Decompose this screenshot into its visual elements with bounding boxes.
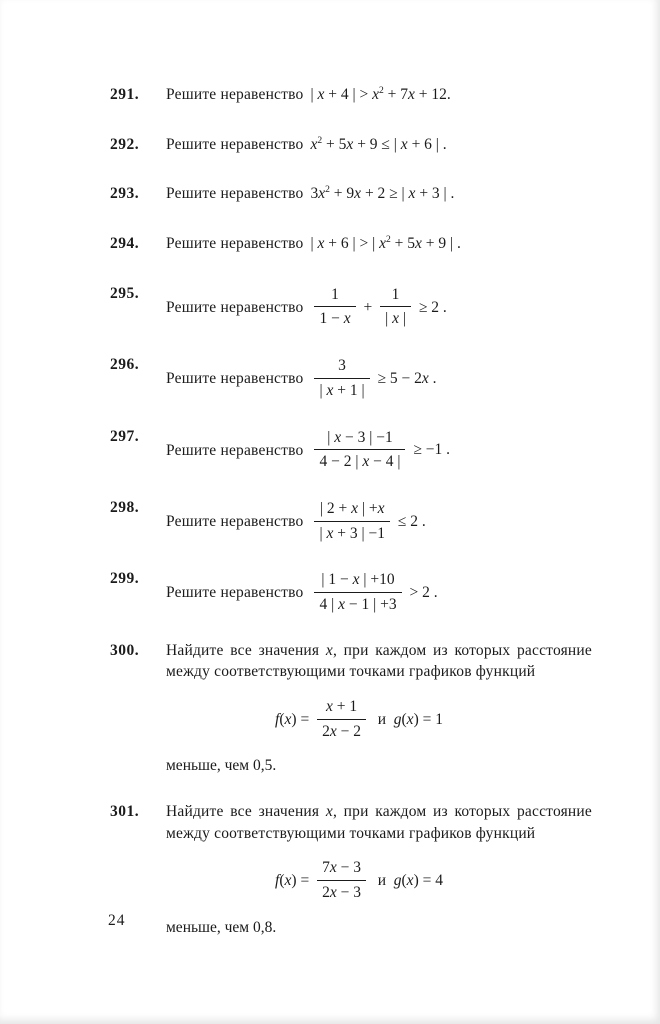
- problem-statement-line: [166, 354, 592, 404]
- fraction-numerator: 3: [314, 355, 369, 379]
- math-variable: x: [284, 872, 292, 890]
- problem-statement-line: [166, 497, 592, 547]
- problem-content: [166, 568, 592, 618]
- math-fraction: [314, 427, 405, 473]
- math-fraction: [314, 284, 355, 330]
- problems-list: [110, 84, 592, 939]
- problem-number: 294.: [110, 235, 140, 253]
- problem-296: [110, 354, 592, 404]
- fraction-denominator: | x + 1 |: [319, 381, 365, 399]
- math-superscript: 2: [325, 184, 330, 196]
- problem-297: [110, 426, 592, 476]
- math-variable: x: [372, 86, 379, 103]
- fraction-numerator: | 2 + x | +x: [314, 498, 389, 522]
- problem-number: 298.: [110, 498, 140, 516]
- problem-statement-line: [166, 283, 592, 333]
- math-superscript: 2: [378, 84, 384, 96]
- problem-formula: $\frac{| 2 + x | +x}{| x + 3 | -1}$ ≤ 2 .: [310, 513, 425, 530]
- problem-statement-line: [166, 84, 592, 106]
- fraction-numerator: | 1 − x | +10: [314, 569, 401, 593]
- math-variable: x: [329, 859, 337, 877]
- fraction-numerator: x + 1: [317, 696, 366, 720]
- math-fraction: [317, 857, 366, 903]
- problem-294: [110, 233, 592, 255]
- math-variable: x: [310, 135, 318, 153]
- problem-298: [110, 497, 592, 547]
- math-variable: g: [393, 872, 402, 890]
- math-variable: x: [408, 86, 415, 103]
- math-fraction: [380, 284, 411, 330]
- math-variable: x: [317, 86, 325, 103]
- problem-text: Решите неравенство: [166, 86, 304, 103]
- problem-content: [166, 283, 592, 333]
- math-variable: x: [318, 185, 326, 203]
- problem-292: [110, 134, 592, 156]
- fraction-denominator: | x + 3 | −1: [319, 524, 385, 542]
- math-fraction: [314, 355, 369, 401]
- math-variable: x: [352, 571, 360, 589]
- problem-content: [166, 233, 592, 255]
- problem-formula: $\frac{| x - 3 | -1}{4 - 2 | x - 4 |}$ ≥ −1 .: [310, 441, 449, 458]
- problem-text: Решите неравенство: [166, 512, 304, 530]
- problem-display-formula: f(x) = $\frac{7x - 3}{2x - 3}$ и g(x) = 4: [166, 856, 552, 906]
- math-variable: x: [329, 884, 337, 902]
- page-number: 24: [108, 912, 126, 929]
- problem-number: 292.: [110, 135, 140, 153]
- math-variable: x: [400, 135, 408, 153]
- problem-content: [166, 640, 592, 777]
- fraction-numerator: 7x − 3: [317, 857, 366, 881]
- problem-text: Найдите все значения x, при каждом из которых расстояние между соответствующими точками графиков функций: [166, 641, 592, 681]
- problem-text: Решите неравенство: [166, 298, 304, 316]
- math-variable: x: [351, 499, 359, 517]
- problem-295: [110, 283, 592, 333]
- problem-301: [110, 801, 592, 938]
- math-variable: x: [421, 369, 429, 387]
- problem-300: [110, 640, 592, 777]
- problem-statement-line: [166, 183, 592, 205]
- problem-statement-line: [166, 801, 592, 844]
- problem-299: [110, 568, 592, 618]
- fraction-numerator: 1: [380, 284, 411, 308]
- problem-formula: | x + 6 | > | $x^2 + 5x + 9$ | .: [310, 233, 461, 253]
- problem-statement-line: [166, 568, 592, 618]
- math-variable: x: [325, 698, 333, 715]
- problem-number: 299.: [110, 570, 140, 588]
- problem-number: 293.: [110, 185, 140, 203]
- math-variable: x: [362, 453, 370, 471]
- math-variable: x: [317, 235, 325, 253]
- problem-tail-text: меньше, чем 0,5.: [166, 757, 277, 775]
- math-superscript: 2: [385, 233, 391, 245]
- problem-number: 296.: [110, 356, 140, 374]
- problem-content: [166, 84, 592, 106]
- problem-formula: $\frac{3}{| x + 1 |}$ ≥ 5 − 2x .: [310, 370, 436, 387]
- problem-content: [166, 426, 592, 476]
- fraction-denominator: 2x − 3: [322, 884, 361, 902]
- fraction-denominator: | x |: [385, 310, 406, 328]
- problem-text: Решите неравенство: [166, 135, 304, 153]
- math-variable: x: [415, 235, 422, 253]
- math-variable: x: [377, 499, 385, 517]
- math-variable: x: [392, 310, 399, 328]
- math-variable: x: [325, 803, 333, 821]
- math-variable: x: [343, 310, 351, 328]
- problem-text: Решите неравенство: [166, 369, 304, 387]
- problem-number: 291.: [110, 86, 140, 103]
- math-fraction: [314, 569, 401, 615]
- problem-content: [166, 183, 592, 205]
- math-variable: x: [334, 428, 342, 446]
- problem-content: [166, 801, 592, 938]
- fraction-denominator: 2x − 2: [322, 722, 361, 740]
- problem-text: Решите неравенство: [166, 584, 304, 601]
- fraction-numerator: 1: [314, 284, 355, 308]
- math-variable: x: [326, 381, 334, 399]
- problem-text: Решите неравенство: [166, 441, 304, 459]
- math-variable: x: [326, 524, 334, 542]
- fraction-denominator: 1 − x: [319, 310, 351, 328]
- problem-formula: $3x^2 + 9x + 2$ ≥ | x + 3 | .: [310, 184, 455, 203]
- fraction-numerator: | x − 3 | −1: [314, 427, 405, 451]
- problem-text: Найдите все значения x, при каждом из которых расстояние между соответствующими точками графиков функций: [166, 803, 592, 842]
- problem-tail-text: меньше, чем 0,8.: [166, 918, 277, 936]
- problem-formula: $\frac{| 1 - x | +10}{4 | x - 1 | +3}$ > 2 .: [310, 584, 437, 601]
- math-variable: f: [275, 872, 280, 890]
- math-variable: x: [329, 722, 337, 740]
- math-fraction: [314, 498, 389, 544]
- math-variable: x: [406, 872, 414, 890]
- math-variable: x: [406, 710, 414, 728]
- problem-text: Решите неравенство: [166, 185, 304, 203]
- fraction-denominator: 4 | x − 1 | +3: [319, 595, 397, 613]
- problem-number: 301.: [110, 803, 140, 821]
- math-variable: x: [346, 135, 354, 153]
- problem-formula: $\frac{1}{1 - x}$ + $\frac{1}{| x |}$ ≥ 2 .: [310, 299, 446, 316]
- problem-display-formula: f(x) = $\frac{x + 1}{2x - 2}$ и g(x) = 1: [166, 695, 552, 745]
- math-variable: x: [379, 235, 386, 253]
- math-variable: x: [284, 710, 292, 728]
- problem-291: [110, 84, 592, 106]
- problem-formula: | x + 4 | > $x^2 + 7x + 12$.: [310, 84, 451, 103]
- problem-number: 295.: [110, 284, 140, 302]
- problem-293: [110, 183, 592, 205]
- math-fraction: [317, 696, 366, 742]
- math-superscript: 2: [317, 134, 323, 146]
- problem-formula: $x^2 + 5x + 9$ ≤ | x + 6 | .: [310, 134, 447, 153]
- problem-number: 297.: [110, 427, 140, 445]
- problem-statement-line: [166, 640, 592, 683]
- problem-statement-line: [166, 134, 592, 156]
- math-variable: x: [408, 185, 416, 203]
- problem-statement-line: [166, 426, 592, 476]
- math-variable: x: [354, 185, 362, 203]
- fraction-denominator: 4 − 2 | x − 4 |: [319, 453, 401, 471]
- problem-content: [166, 497, 592, 547]
- problem-content: [166, 354, 592, 404]
- math-variable: g: [393, 710, 402, 728]
- math-variable: f: [275, 710, 280, 728]
- problem-statement-line: [166, 233, 592, 255]
- math-variable: x: [325, 641, 333, 659]
- problem-content: [166, 134, 592, 156]
- math-variable: x: [338, 595, 345, 613]
- problem-text: Решите неравенство: [166, 235, 304, 253]
- problem-number: 300.: [110, 641, 140, 659]
